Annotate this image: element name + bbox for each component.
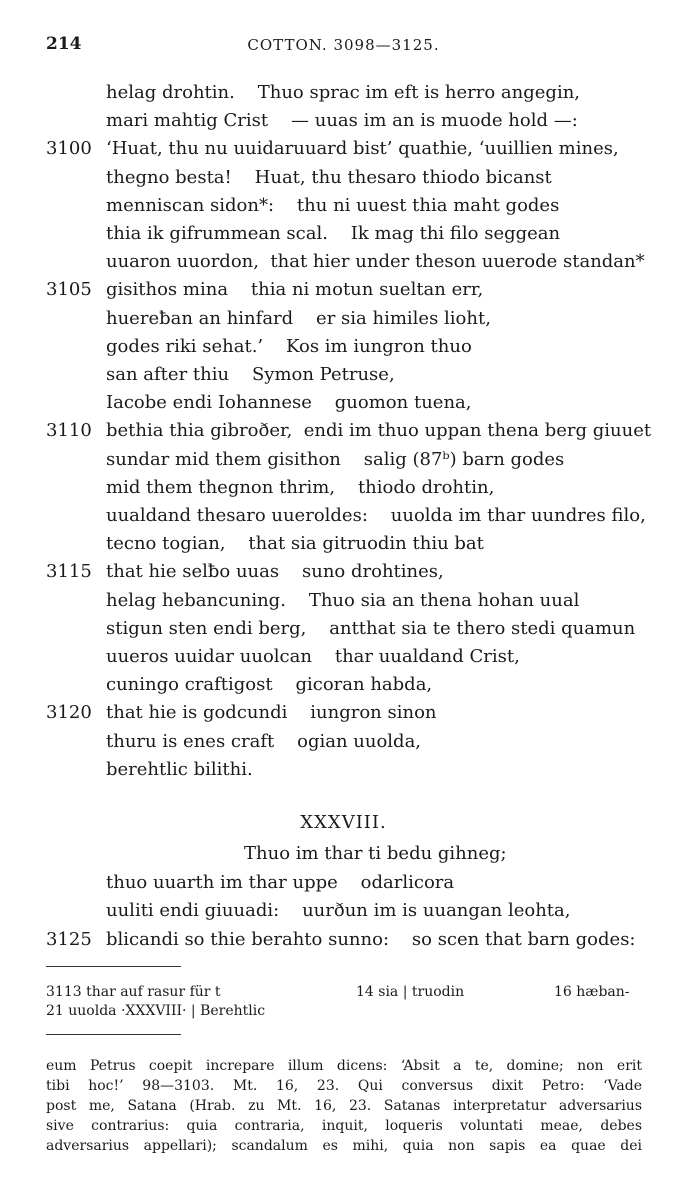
line-number: 3100 [46, 138, 92, 160]
verse-line [0, 900, 687, 928]
verse-text: huereƀan an hinfard er sia himiles lioht, [106, 307, 491, 329]
verse-line [0, 82, 687, 110]
verse-line [0, 364, 687, 392]
verse-text: helag hebancuning. Thuo sia an thena hohan uual [106, 589, 580, 611]
verse-line [0, 308, 687, 336]
verse-text: uuliti endi giuuadi: uurðun im is uuangan leohta, [106, 900, 571, 921]
verse-line [0, 138, 687, 166]
verse-line [0, 223, 687, 251]
verse-line [0, 843, 687, 871]
apparatus-note: 14 sia | truodin [356, 984, 465, 1000]
verse-line [0, 336, 687, 364]
page-header [46, 34, 641, 60]
verse-text: thuru is enes craft ogian uuolda, [106, 730, 422, 752]
verse-line [0, 505, 687, 533]
verse-line [0, 929, 687, 957]
verse-line [0, 618, 687, 646]
verse-line [0, 392, 687, 420]
verse-text: bethia thia gibroðer, endi im thuo uppan thena berg giuuet [106, 420, 652, 442]
commentary-rule [46, 1034, 181, 1035]
verse-line [0, 561, 687, 589]
verse-text: uueros uuidar uuolcan thar uualdand Crist, [106, 646, 520, 667]
commentary-line: tibi hoc!’ 98—3103. Mt. 16, 23. Qui conversus dixit Petro: ‘Vade [46, 1078, 642, 1094]
verse-line [0, 110, 687, 138]
apparatus-note: 21 uuolda ·XXXVIII· | Berehtlic [46, 1003, 266, 1019]
commentary-line: post me, Satana (Hrab. zu Mt. 16, 23. Satanas interpretatur adversarius [46, 1098, 642, 1114]
verse-line [0, 702, 687, 730]
line-number: 3110 [46, 420, 92, 442]
verse-text: gisithos mina thia ni motun sueltan err, [106, 279, 484, 301]
verse-line [0, 646, 687, 674]
verse-line [0, 674, 687, 702]
verse-text: thia ik gifrummean scal. Ik mag thi filo seggean [106, 223, 561, 244]
verse-text: that hie selƀo uuas suno drohtines, [106, 561, 444, 583]
verse-line [0, 731, 687, 759]
verse-line [0, 279, 687, 307]
verse-text: that hie is godcundi iungron sinon [106, 702, 437, 724]
verse-text: uualdand thesaro uueroldes: uuolda im thar uundres filo, [106, 505, 646, 526]
commentary-line: sive contrarius: quia contraria, inquit, loqueris voluntati meae, debes [46, 1118, 642, 1134]
verse-text: Thuo im thar ti bedu gihneg; [244, 843, 507, 864]
verse-text: helag drohtin. Thuo sprac im eft is herro angegin, [106, 82, 581, 103]
verse-line [0, 449, 687, 477]
line-number: 3105 [46, 279, 92, 301]
line-number: 3120 [46, 702, 92, 724]
verse-text: san after thiu Symon Petruse, [106, 364, 395, 385]
verse-text: blicandi so thie berahto sunno: so scen that barn godes: [106, 928, 636, 950]
verse-text: godes riki sehat.’ Kos im iungron thuo [106, 335, 472, 357]
source-commentary [46, 1056, 642, 1156]
line-number: 3115 [46, 561, 92, 583]
verse-text: thuo uuarth im thar uppe odarlicora [106, 871, 455, 893]
verse-line [0, 420, 687, 448]
apparatus-rule [46, 966, 181, 967]
apparatus-note: 3113 thar auf rasur für t [46, 984, 221, 1000]
verse-text: stigun sten endi berg, antthat sia te thero stedi quamun [106, 617, 636, 639]
verse-text: ‘Huat, thu nu uuidaruuard bist’ quathie, ‘uuillien mines, [106, 138, 619, 160]
verse-text: sundar mid them gisithon salig (87ᵇ) barn godes [106, 448, 565, 470]
verse-text: berehtlic bilithi. [106, 758, 253, 780]
verse-text: cuningo craftigost gicoran habda, [106, 674, 433, 696]
verse-line [0, 251, 687, 279]
verse-line [0, 590, 687, 618]
verse-text: Iacobe endi Iohannese guomon tuena, [106, 392, 472, 414]
apparatus-note: 16 hæban- [554, 984, 630, 1000]
verse-text: tecno togian, that sia gitruodin thiu bat [106, 533, 484, 555]
line-number: 3125 [46, 928, 92, 950]
running-head: COTTON. 3098—3125. [247, 36, 440, 54]
page-number: 214 [46, 34, 82, 54]
verse-line [0, 477, 687, 505]
verse-text: mari mahtig Crist — uuas im an is muode hold —: [106, 110, 578, 132]
commentary-line: adversarius appellari); scandalum es mihi, quia non sapis ea quae dei [46, 1138, 642, 1154]
verse-line [0, 167, 687, 195]
verse-line [0, 759, 687, 787]
verse-line [0, 195, 687, 223]
verse-text: uuaron uuordon, that hier under theson uuerode standan* [106, 251, 645, 273]
verse-line [0, 872, 687, 900]
verse-text: menniscan sidon*: thu ni uuest thia maht godes [106, 194, 560, 216]
verse-text: mid them thegnon thrim, thiodo drohtin, [106, 476, 495, 498]
verse-line [0, 533, 687, 561]
commentary-line: eum Petrus coepit increpare illum dicens: ‘Absit a te, domine; non erit [46, 1058, 642, 1074]
verse-text: thegno besta! Huat, thu thesaro thiodo bicanst [106, 166, 552, 188]
section-heading: XXXVIII. [300, 812, 387, 833]
